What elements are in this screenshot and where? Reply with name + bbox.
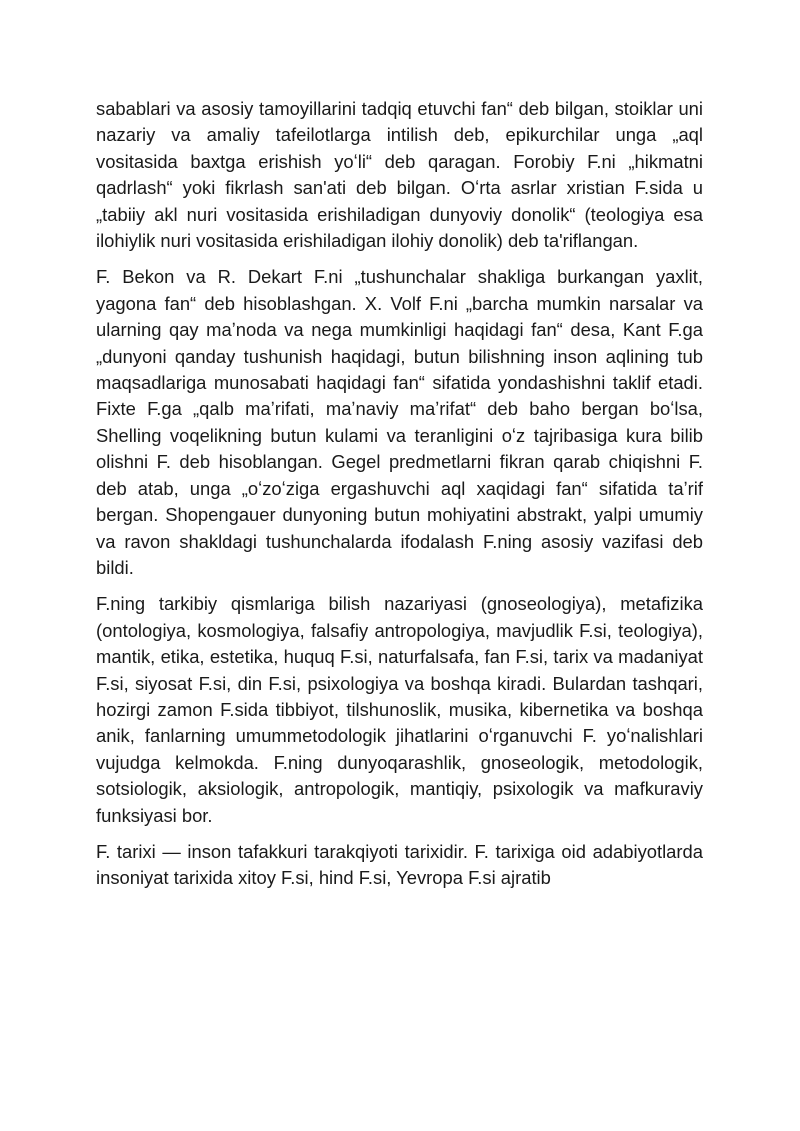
paragraph-2: F. Bekon va R. Dekart F.ni „tushunchalar shakliga burkangan yaxlit, yagona fan“ deb hisoblashgan. X. Volf F.ni „barcha mumkin narsalar va ularning qay maʼnoda va nega mumkinligi haqidagi fan“ desa, Kant F.ga „dunyoni qanday tushunish haqidagi, butun bilishning inson aqlining tub maqsadlariga munosabati haqidagi fan“ sifatida yondashishni taklif etadi. Fixte F.ga „qalb maʼrifati, maʼnaviy maʼrifat“ deb baho bergan boʻlsa, Shelling voqelikning butun kulami va teranligini oʻz tajribasiga kura bilib olishni F. deb hisoblangan. Gegel predmetlarni fikran qarab chiqishni F. deb atab, unga „oʻzoʻziga ergashuvchi aql xaqidagi fan“ sifatida taʼrif bergan. Shopengauer dunyoning butun mohiyatini abstrakt, yalpi umumiy va ravon shakldagi tushunchalarda ifodalash F.ning asosiy vazifasi deb bildi. <box>96 266 703 578</box>
document-page <box>96 96 703 902</box>
paragraph-1: sabablari va asosiy tamoyillarini tadqiq etuvchi fan“ deb bilgan, stoiklar uni nazariy va amaliy tafeilotlarga intilish deb, epikurchilar unga „aql vositasida baxtga erishish yoʻli“ deb qaragan. Forobiy F.ni „hikmatni qadrlash“ yoki fikrlash san'ati deb bilgan. Oʻrta asrlar xristian F.sida u „tabiiy akl nuri vositasida erishiladigan dunyoviy donolik“ (teologiya esa ilohiylik nuri vositasida erishiladigan ilohiy donolik) deb ta'riflangan. <box>96 98 703 252</box>
paragraph-4: F. tarixi — inson tafakkuri tarakqiyoti tarixidir. F. tarixiga oid adabiyotlarda insoniyat tarixida xitoy F.si, hind F.si, Yevropa F.si ajratib <box>96 840 703 889</box>
paragraph-3: F.ning tarkibiy qismlariga bilish nazariyasi (gnoseologiya), metafizika (ontologiya, kosmologiya, falsafiy antropologiya, mavjudlik F.si, teologiya), mantik, etika, estetika, huquq F.si, naturfalsafa, fan F.si, tarix va madaniyat F.si, siyosat F.si, din F.si, psixologiya va boshqa kiradi. Bulardan tashqari, hozirgi zamon F.sida tibbiyot, tilshunoslik, musika, kibernetika va boshqa anik, fanlarning umummetodologik jihatlarini oʻrganuvchi F. yoʻnalishlari vujudga kelmokda. F.ning dunyoqarashlik, gnoseologik, metodologik, sotsiologik, aksiologik, antropologik, mantiqiy, psixologik va mafkuraviy funksiyasi bor. <box>96 593 703 826</box>
